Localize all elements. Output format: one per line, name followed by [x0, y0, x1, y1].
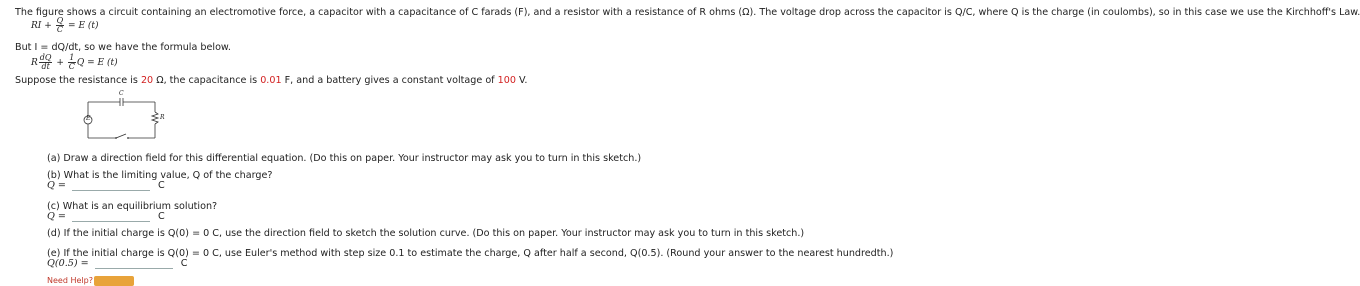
part-c-field-label: Q =	[47, 211, 66, 222]
part-c-text: (c) What is an equilibrium solution?	[47, 201, 218, 212]
intro-text: The figure shows a circuit containing an electromotive force, a capacitor with a capacitance of C farads (F), and a resistor with a resistance of R ohms (Ω). The voltage drop across the capacitor is Q/C, where Q is the charge (in coulombs), so in this case we use the Kirchhoff's Law.	[15, 7, 1360, 18]
part-b-unit: C	[157, 180, 165, 191]
circuit-diagram	[80, 92, 170, 144]
eq1-rhs: = E (t)	[68, 21, 99, 31]
switch-arm	[116, 134, 126, 138]
part-e-text: (e) If the initial charge is Q(0) = 0 C, use Euler's method with step size 0.1 to estimate the charge, Q after half a second, Q(0.5). (Round your answer to the nearest hundredth.)	[47, 248, 894, 259]
part-c-answer-row	[47, 211, 165, 222]
part-b-field-label: Q =	[47, 180, 66, 191]
part-b-answer-input[interactable]	[72, 181, 150, 191]
eq2-r: R	[31, 58, 38, 68]
resistor-symbol	[152, 112, 158, 124]
part-d-text: (d) If the initial charge is Q(0) = 0 C, use the direction field to sketch the solution curve. (Do this on paper. Your instructor may ask you to turn in this sketch.)	[47, 228, 805, 239]
part-c-answer-input[interactable]	[72, 212, 150, 222]
part-c-unit: C	[157, 211, 165, 222]
suppose-mid2: F, and a battery gives a constant voltage of	[284, 75, 495, 86]
given-values-text	[15, 75, 527, 86]
formula-intro-text: But I = dQ/dt, so we have the formula below.	[15, 42, 231, 53]
eq2-frac2-den: C	[68, 62, 75, 71]
suppose-mid1: , the capacitance is	[163, 75, 258, 86]
ohm-symbol: Ω	[156, 75, 164, 86]
eq1-lhs: RI +	[31, 21, 52, 31]
switch-contact-left	[115, 137, 117, 139]
kirchhoff-equation	[31, 17, 99, 34]
eq2-frac1-num: dQ	[39, 53, 52, 62]
eq2-fraction-1-c	[68, 54, 76, 71]
part-b-answer-row	[47, 180, 165, 191]
part-b-text: (b) What is the limiting value, Q of the charge?	[47, 170, 273, 181]
resistance-value: 20	[140, 75, 154, 86]
eq2-frac2-num: 1	[69, 53, 75, 62]
need-help-label: Need Help?	[47, 276, 93, 285]
eq2-plus: +	[56, 58, 64, 68]
part-e-field-label: Q(0.5) =	[47, 258, 89, 269]
eq2-rhs: Q = E (t)	[76, 58, 118, 68]
suppose-suffix: V.	[519, 75, 528, 86]
differential-equation	[31, 54, 118, 71]
eq2-fraction-dq-dt	[39, 54, 53, 71]
eq1-fraction	[56, 17, 65, 34]
part-e-answer-input[interactable]	[95, 259, 173, 269]
eq1-frac-den: C	[56, 25, 63, 34]
eq1-frac-num: Q	[56, 16, 64, 25]
circuit-svg	[80, 92, 170, 144]
read-it-button[interactable]	[94, 276, 134, 286]
capacitance-value: 0.01	[260, 75, 282, 86]
eq2-frac1-den: dt	[41, 62, 50, 71]
capacitor-label: C	[119, 90, 124, 97]
part-e-answer-row	[47, 258, 187, 269]
voltage-value: 100	[497, 75, 516, 86]
emf-label: E	[86, 115, 91, 122]
resistor-label: R	[160, 114, 165, 121]
part-e-unit: C	[180, 258, 188, 269]
suppose-prefix: Suppose the resistance is	[15, 75, 138, 86]
part-a-text: (a) Draw a direction field for this differential equation. (Do this on paper. Your instructor may ask you to turn in this sketch.)	[47, 153, 642, 164]
switch-contact-right	[127, 137, 129, 139]
